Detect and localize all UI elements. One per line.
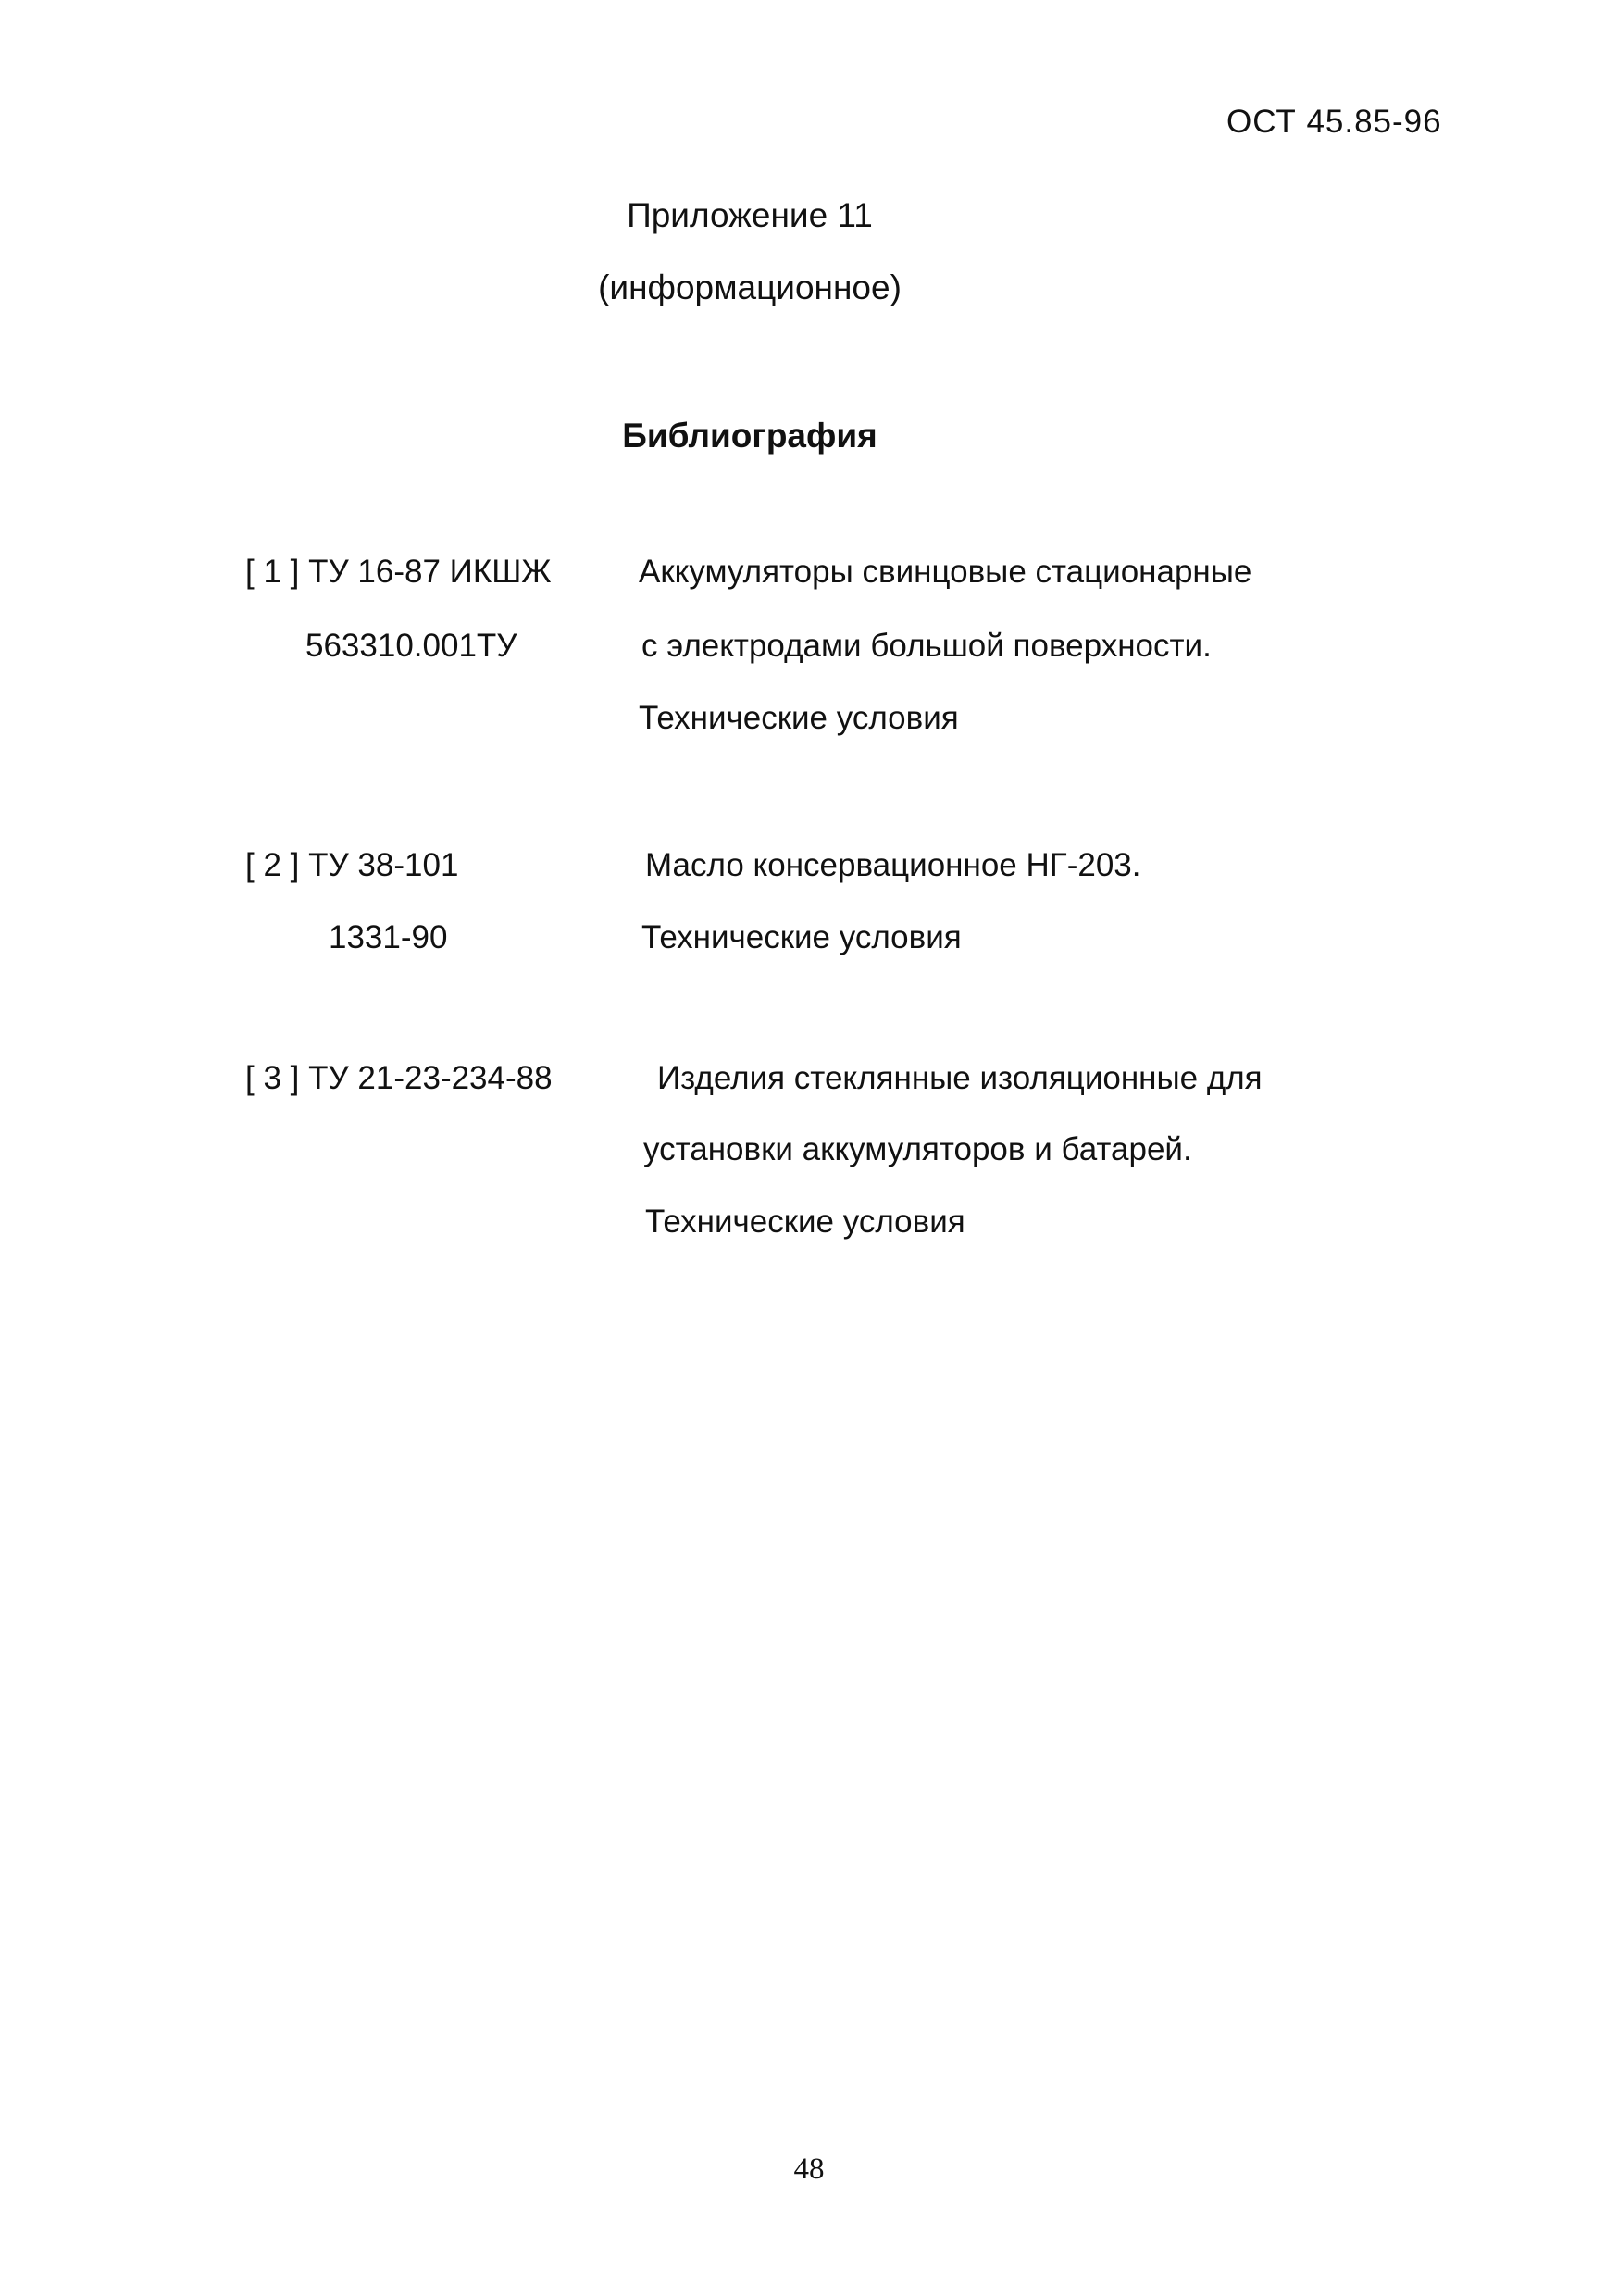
entry-3-description-line-3: Технические условия [645, 1204, 965, 1240]
entry-1-description-line-1: Аккумуляторы свинцовые стационарные [639, 554, 1252, 590]
appendix-title: Приложение 11 [627, 196, 873, 234]
entry-2-reference: [ 2 ] ТУ 38-101 [245, 847, 459, 883]
entry-1-reference: [ 1 ] ТУ 16-87 ИКШЖ [245, 554, 552, 590]
entry-2-description-line-1: Масло консервационное НГ-203. [645, 847, 1141, 883]
section-title: Библиография [622, 417, 877, 455]
entry-1-description-line-2: с электродами большой поверхности. [641, 628, 1212, 664]
page-number: 48 [793, 2152, 825, 2186]
entry-1-description-line-3: Технические условия [639, 700, 959, 736]
entry-3-description-line-1: Изделия стеклянные изоляционные для [657, 1060, 1263, 1096]
entry-2-reference-continued: 1331-90 [329, 919, 448, 955]
entry-1-reference-continued: 563310.001ТУ [305, 628, 517, 664]
entry-2-description-line-2: Технические условия [641, 919, 962, 955]
entry-3-reference: [ 3 ] ТУ 21-23-234-88 [245, 1060, 553, 1096]
entry-3-description-line-2: установки аккумуляторов и батарей. [643, 1131, 1192, 1167]
appendix-type: (информационное) [598, 268, 902, 306]
document-code: ОСТ 45.85-96 [1226, 104, 1442, 140]
